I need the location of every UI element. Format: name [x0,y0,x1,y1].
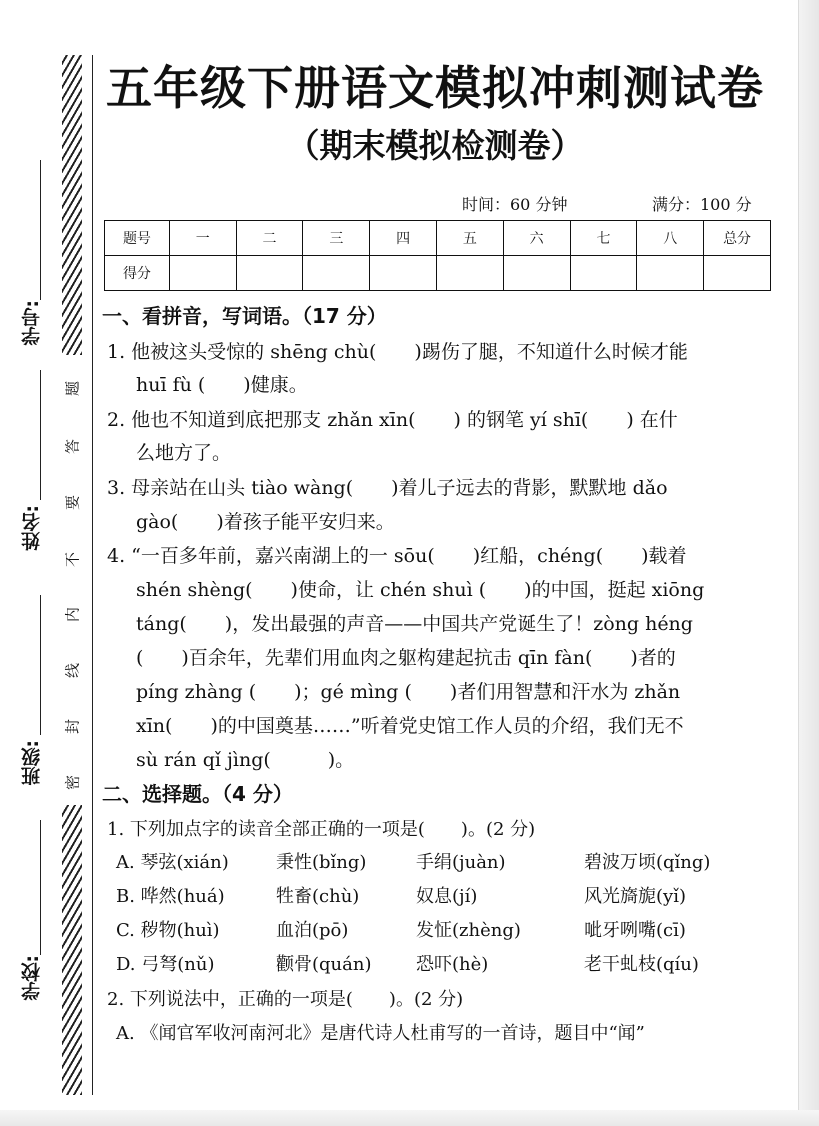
option-a-word4: 碧波万顷(qǐng) [584,852,711,873]
question-line: píng zhàng ( )；gé mìng ( )者们用智慧和汗水为 zhǎn [136,681,681,703]
question-line: xīn( )的中国奠基……”听着党史馆工作人员的介绍，我们无不 [136,715,684,737]
score-cell: 二 [236,221,303,256]
student-id-label: 学号: [21,300,43,346]
score-table [104,220,771,291]
question-line: shén shèng( )使命，让 chén shuì ( )的中国，挺起 xiōng [136,579,705,601]
option-d-word4: 老干虬枝(qíu) [584,954,699,975]
exam-title: 五年级下册语文模拟冲刺测试卷 [106,61,764,115]
seal-char: 不 [63,552,82,568]
question-line: 4. “一百多年前，嘉兴南湖上的一 sōu( )红船，chéng( )载着 [107,545,687,567]
score-cell [637,256,704,291]
score-cell: 一 [169,221,236,256]
binding-fill-line [40,595,41,735]
seal-char: 封 [63,719,82,735]
option-a-word2: 秉性(bǐng) [276,852,367,873]
exam-time: 时间：60 分钟 [462,195,568,214]
question-line: 2. 他也不知道到底把那支 zhǎn xīn( ) 的钢笔 yí shī( ) 在什 [107,409,678,431]
option-d-word2: 颧骨(quán) [276,954,372,975]
question-line: táng( )，发出最强的声音——中国共产党诞生了！zòng héng [136,613,693,635]
score-table-score-row [105,256,771,291]
binding-fill-line [40,160,41,300]
section-heading: 一、看拼音，写词语。（17 分） [102,304,387,328]
score-cell: 得分 [105,256,170,291]
question-line: 1. 他被这头受惊的 shēng chù( )踢伤了腿，不知道什么时候才能 [107,341,688,363]
question-line: 3. 母亲站在山头 tiào wàng( )着儿子远去的背影，默默地 dǎo [107,477,668,499]
binding-hatch [62,805,82,1095]
option-d-word1: D. 弓弩(nǔ) [116,954,215,975]
question-line: ( )百余年，先辈们用血肉之躯构建起抗击 qīn fàn( )者的 [136,647,676,669]
option-c-word3: 发怔(zhèng) [416,920,521,941]
question-line: 1. 下列加点字的读音全部正确的一项是( )。(2 分) [107,819,536,840]
score-cell: 八 [637,221,704,256]
binding-fill-line [40,820,41,955]
option-a-word1: A. 琴弦(xián) [116,852,229,873]
score-cell: 总分 [704,221,771,256]
score-cell [370,256,437,291]
option-line: A. 《闻官军收河南河北》是唐代诗人杜甫写的一首诗，题目中“闻” [116,1023,645,1044]
seal-char: 内 [63,607,82,623]
exam-full-score: 满分：100 分 [652,195,752,214]
option-b-word1: B. 哗然(huá) [116,886,225,907]
option-d-word3: 恐吓(hè) [416,954,489,975]
question-line: huī fù ( )健康。 [136,374,308,396]
seal-char: 要 [63,495,82,511]
section-heading: 二、选择题。（4 分） [102,782,293,806]
question-line: 么地方了。 [136,442,232,464]
option-b-word4: 风光旖旎(yǐ) [584,886,686,907]
binding-rule [92,55,93,1095]
score-cell [503,256,570,291]
option-c-word1: C. 秽物(huì) [116,920,220,941]
exam-subtitle: （期末模拟检测卷） [286,126,584,165]
score-cell [169,256,236,291]
seal-char: 密 [63,775,82,791]
score-cell [437,256,504,291]
option-c-word2: 血泊(pō) [276,920,349,941]
score-cell: 七 [570,221,637,256]
seal-char: 题 [63,381,82,397]
score-cell: 五 [437,221,504,256]
score-cell: 四 [370,221,437,256]
page-bottom-edge [0,1110,819,1126]
binding-hatch [62,55,82,355]
school-label: 学校: [21,955,43,1001]
student-name-label: 姓名: [21,505,43,551]
score-cell [236,256,303,291]
option-c-word4: 呲牙咧嘴(cī) [584,920,686,941]
class-label: 班级: [21,740,43,786]
binding-fill-line [40,370,41,500]
seal-char: 线 [63,663,82,679]
score-cell [704,256,771,291]
binding-strip [0,0,100,1110]
page-edge [798,0,819,1126]
score-cell [570,256,637,291]
score-cell: 题号 [105,221,170,256]
question-line: gào( )着孩子能平安归来。 [136,511,395,533]
question-line: 2. 下列说法中，正确的一项是( )。(2 分) [107,989,464,1010]
option-a-word3: 手绢(juàn) [416,852,506,873]
score-cell [303,256,370,291]
score-cell: 六 [503,221,570,256]
score-cell: 三 [303,221,370,256]
score-table-header-row [105,221,771,256]
option-b-word2: 牲畜(chù) [276,886,360,907]
question-line: sù rán qǐ jìng( )。 [136,749,355,771]
option-b-word3: 奴息(jí) [416,886,478,907]
seal-char: 答 [63,439,82,455]
